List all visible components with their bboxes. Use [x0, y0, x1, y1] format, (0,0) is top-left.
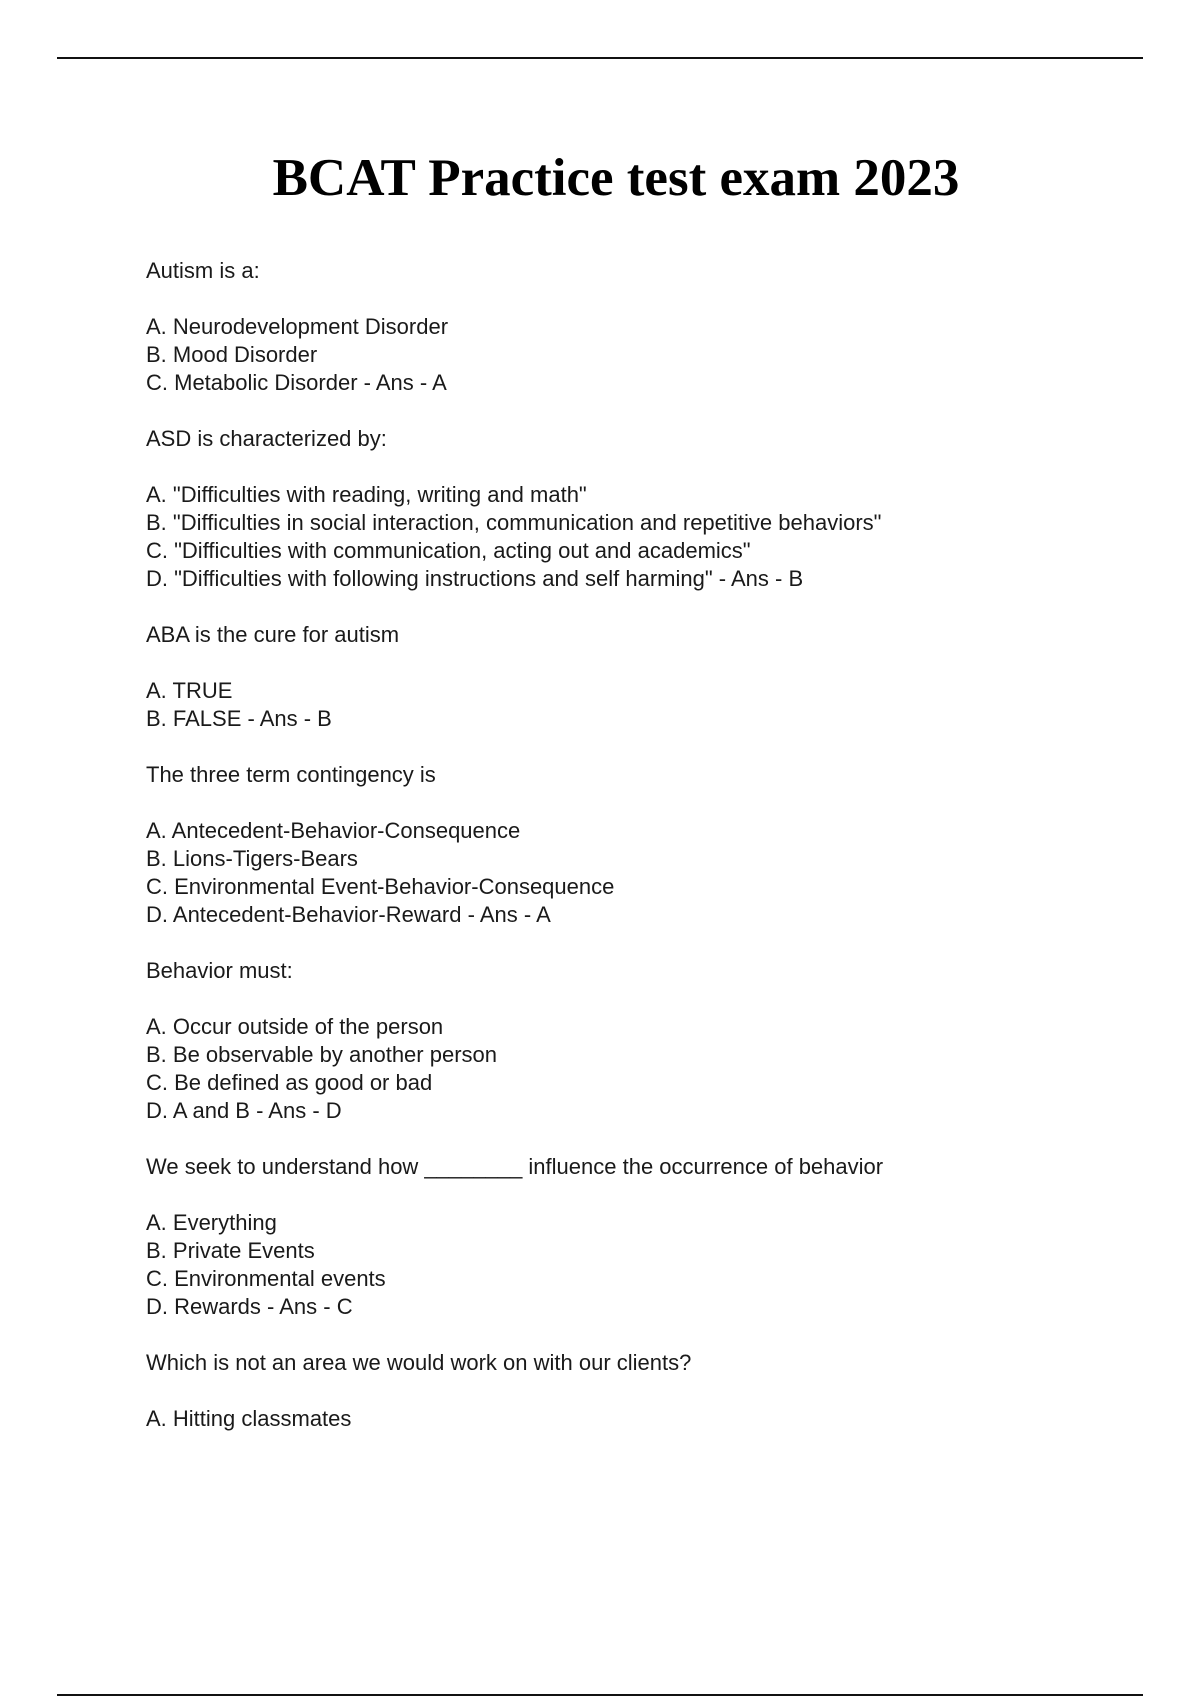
answer-option: D. A and B - Ans - D [146, 1098, 342, 1123]
answer-option: A. Neurodevelopment Disorder [146, 314, 449, 339]
answer-option: A. Everything [146, 1210, 277, 1235]
answer-option: C. Be defined as good or bad [146, 1070, 433, 1095]
question-text: Which is not an area we would work on with our clients? [146, 1350, 692, 1375]
bottom-rule [57, 1694, 1143, 1696]
question-block [146, 1153, 1146, 1321]
question-text: ASD is characterized by: [146, 426, 387, 451]
answer-option: A. "Difficulties with reading, writing and math" [146, 482, 587, 507]
answer-option: C. "Difficulties with communication, acting out and academics" [146, 538, 751, 563]
answer-option: A. Hitting classmates [146, 1406, 352, 1431]
answer-option: B. Mood Disorder [146, 342, 318, 367]
answer-option: A. Occur outside of the person [146, 1014, 444, 1039]
answer-option: B. "Difficulties in social interaction, communication and repetitive behaviors" [146, 510, 882, 535]
answer-option: D. "Difficulties with following instructions and self harming" - Ans - B [146, 566, 804, 591]
answer-option: C. Metabolic Disorder - Ans - A [146, 370, 447, 395]
question-text: The three term contingency is [146, 762, 436, 787]
question-text: We seek to understand how ________ influence the occurrence of behavior [146, 1154, 884, 1179]
answer-option: C. Environmental events [146, 1266, 386, 1291]
question-list [146, 257, 1146, 1461]
question-block [146, 621, 1146, 733]
question-block [146, 425, 1146, 593]
answer-option: B. Private Events [146, 1238, 315, 1263]
answer-option: B. Be observable by another person [146, 1042, 498, 1067]
answer-option: D. Rewards - Ans - C [146, 1294, 353, 1319]
question-text: Behavior must: [146, 958, 293, 983]
question-block [146, 957, 1146, 1125]
answer-option: B. FALSE - Ans - B [146, 706, 332, 731]
question-block [146, 761, 1146, 929]
answer-option: A. Antecedent-Behavior-Consequence [146, 818, 521, 843]
answer-option: A. TRUE [146, 678, 233, 703]
top-rule [57, 57, 1143, 59]
question-block [146, 1349, 1146, 1433]
page-title: BCAT Practice test exam 2023 [272, 149, 960, 207]
answer-option: D. Antecedent-Behavior-Reward - Ans - A [146, 902, 551, 927]
question-block [146, 257, 1146, 397]
answer-option: B. Lions-Tigers-Bears [146, 846, 358, 871]
answer-option: C. Environmental Event-Behavior-Consequence [146, 874, 615, 899]
question-text: Autism is a: [146, 258, 260, 283]
question-text: ABA is the cure for autism [146, 622, 400, 647]
